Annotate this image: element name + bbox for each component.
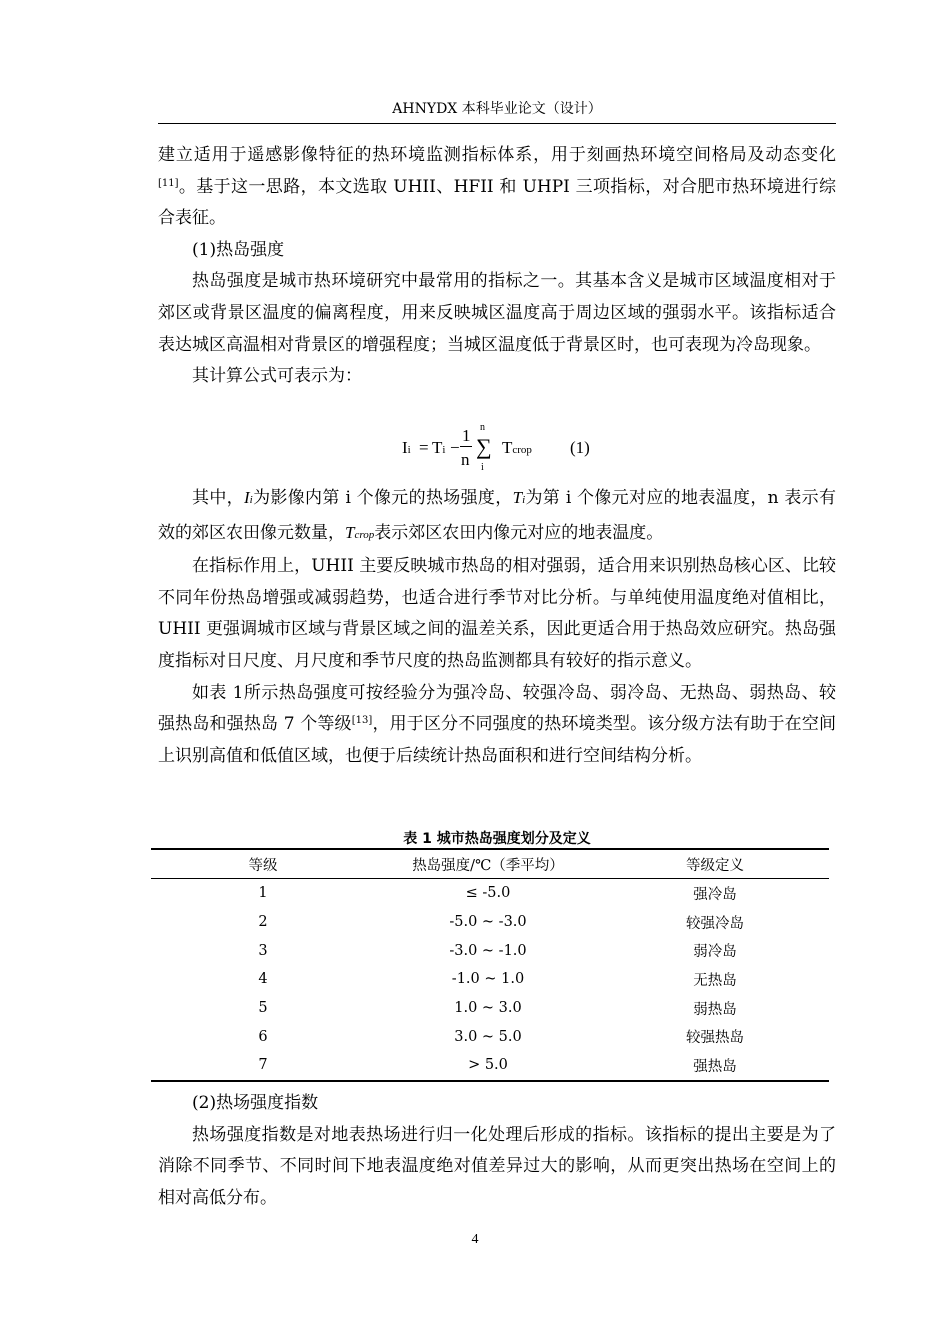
range-cell: 3.0 ~ 5.0 [454, 1028, 522, 1045]
formula-frac-num: 1 [462, 426, 471, 445]
table-row [151, 908, 829, 937]
grade-cell: 7 [151, 1051, 375, 1081]
formula-sum-bot: i [481, 462, 484, 473]
definition-cell: 强热岛 [601, 1051, 829, 1081]
grade-cell: 2 [258, 914, 268, 931]
column-header: 等级定义 [601, 849, 829, 879]
paragraph-variables: 其中，Ii为影像内第 i 个像元的热场强度，Ti为第 i 个像元对应的地表温度，n 表示有效的郊区农田像元数量，Tcrop表示郊区农田内像元对应的地表温度。 [158, 488, 836, 543]
range-cell: ≤ -5.0 [465, 885, 511, 902]
formula-frac-bar [460, 446, 472, 447]
running-header: AHNYDX 本科毕业论文（设计） [392, 101, 602, 117]
grade-cell: 5 [258, 1000, 268, 1017]
text-block-top [158, 140, 836, 393]
paragraph-uhii-role: 在指标作用上，UHII 主要反映城市热岛的相对强弱，适合用来识别热岛核心区、比较不同年份热岛增强或减弱趋势，也适合进行季节对比分析。与单纯使用温度绝对值相比，UHII 更强调城市区域与背景区域之间的温差关系，因此更适合用于热岛效应研究。热岛强度指标对日尺度、月尺度和季节尺度的热岛监测都具有较好的指示意义。 [158, 556, 836, 671]
table-row [151, 879, 829, 908]
formula-frac-den: n [461, 450, 470, 469]
heading-heat-island-intensity: (1)热岛强度 [192, 239, 285, 260]
table-caption: 表 1 城市热岛强度划分及定义 [403, 831, 591, 847]
grade-cell: 4 [258, 971, 268, 988]
intensity-grade-table [151, 848, 829, 1082]
formula-t: Ti [432, 438, 446, 457]
text-block-bottom [158, 1088, 836, 1214]
definition-cell: 较强冷岛 [686, 915, 744, 932]
table-row [151, 936, 829, 965]
grade-cell: 1 [258, 885, 268, 902]
page-number: 4 [471, 1232, 479, 1247]
equation-number: (1) [570, 438, 590, 457]
definition-cell: 弱冷岛 [693, 944, 737, 961]
paragraph-formula-intro: 其计算公式可表示为： [192, 366, 362, 387]
table-row [151, 1022, 829, 1051]
citation-ref: [13] [351, 715, 373, 727]
text-block-middle [158, 482, 836, 772]
table-row [151, 1051, 829, 1081]
formula-tcrop: Tcrop [502, 438, 532, 457]
definition-cell: 强冷岛 [693, 886, 737, 903]
paragraph-intro: 建立适用于遥感影像特征的热环境监测指标体系，用于刻画热环境空间格局及动态变化[11]。基于这一思路，本文选取 UHII、HFII 和 UHPI 三项指标，对合肥市热环境进行综合表征。 [158, 145, 836, 229]
grade-cell: 3 [258, 942, 268, 959]
column-header: 热岛强度/℃（季平均） [375, 849, 601, 879]
definition-cell: 弱热岛 [693, 1001, 737, 1018]
range-cell: 1.0 ~ 3.0 [454, 1000, 522, 1017]
paragraph-definition: 热岛强度是城市热环境研究中最常用的指标之一。其基本含义是城市区域温度相对于郊区或背景区温度的偏离程度，用来反映城区温度高于周边区域的强弱水平。该指标适合表达城区高温相对背景区的增强程度；当城区温度低于背景区时，也可表现为冷岛现象。 [158, 271, 836, 355]
column-header: 等级 [151, 849, 375, 879]
header-rule [158, 123, 836, 124]
table-row [151, 965, 829, 994]
formula-minus: − [450, 438, 460, 457]
formula-sum: ∑ [476, 434, 492, 459]
table-row [151, 994, 829, 1023]
formula-sum-top: n [480, 422, 485, 433]
paragraph-grading: 如表 1所示热岛强度可按经验分为强冷岛、较强冷岛、弱冷岛、无热岛、弱热岛、较强热岛和强热岛 7 个等级[13]，用于区分不同强度的热环境类型。该分级方法有助于在空间上识别高值和低值区域，也便于后续统计热岛面积和进行空间结构分析。 [158, 682, 837, 766]
range-cell: > 5.0 [375, 1051, 601, 1081]
range-cell: -3.0 ~ -1.0 [449, 942, 527, 959]
heading-heat-field-index: (2)热场强度指数 [192, 1093, 319, 1113]
definition-cell: 无热岛 [693, 972, 737, 989]
range-cell: -1.0 ~ 1.0 [451, 971, 525, 988]
formula-eq: = [419, 438, 429, 457]
definition-cell: 较强热岛 [686, 1030, 744, 1047]
citation-ref: [11] [158, 177, 179, 189]
range-cell: -5.0 ~ -3.0 [449, 914, 527, 931]
grade-cell: 6 [258, 1028, 268, 1045]
table-header-row [151, 849, 829, 879]
formula-lhs: Ii [402, 438, 411, 457]
paragraph-hfii: 热场强度指数是对地表热场进行归一化处理后形成的指标。该指标的提出主要是为了消除不同季节、不同时间下地表温度绝对值差异过大的影响，从而更突出热场在空间上的相对高低分布。 [158, 1124, 836, 1208]
